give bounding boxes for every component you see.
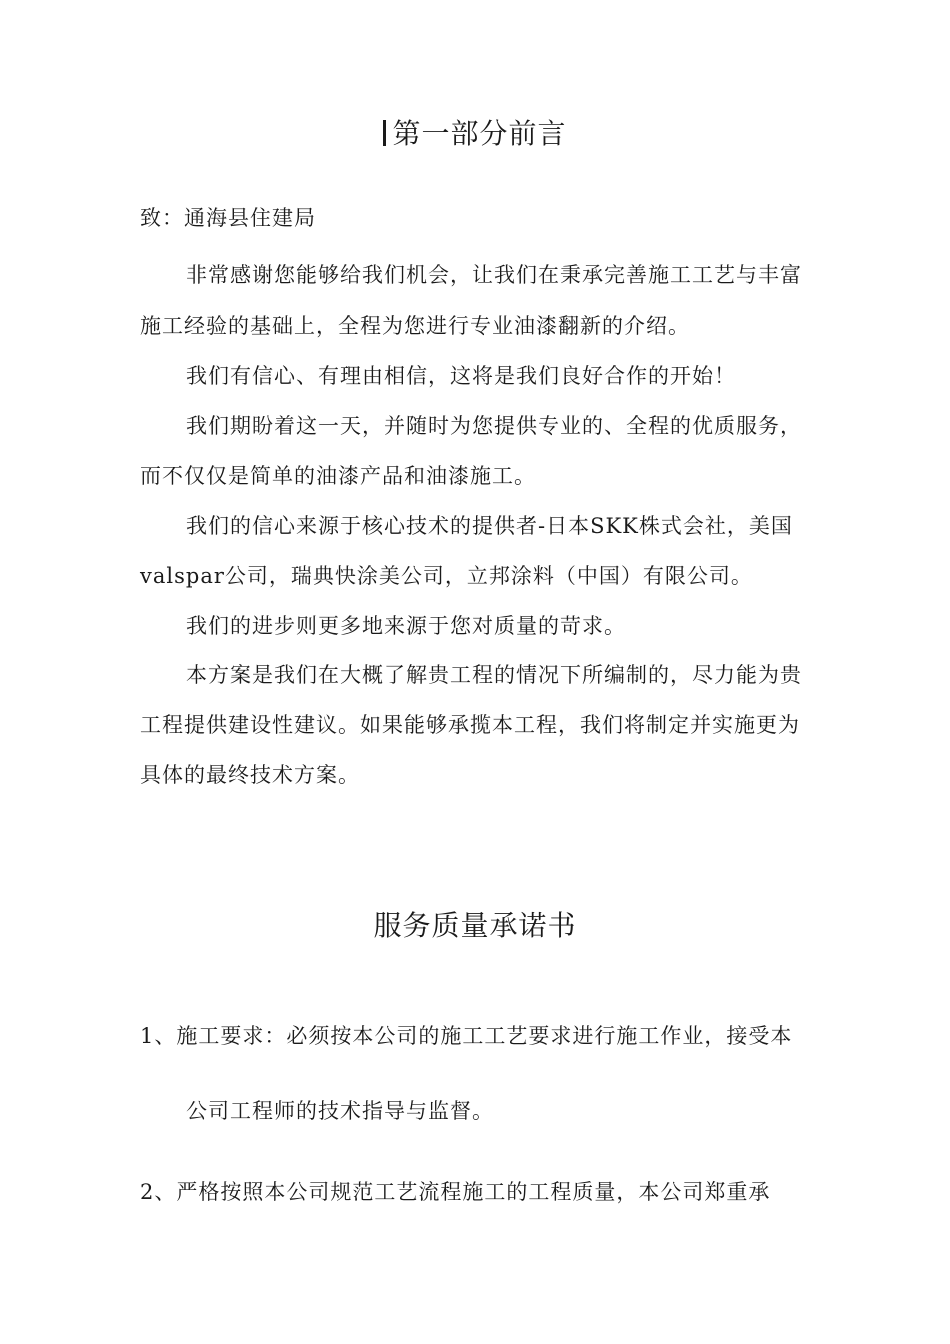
- commitment-line: 1、施工要求：必须按本公司的施工工艺要求进行施工作业，接受本: [140, 1024, 793, 1048]
- preface-line: 非常感谢您能够给我们机会，让我们在秉承完善施工工艺与丰富: [186, 263, 802, 287]
- section-title-text: 第一部分前言: [392, 117, 567, 150]
- preface-line: 我们的信心来源于核心技术的提供者-日本SKK株式会社，美国: [186, 514, 793, 538]
- preface-line: 而不仅仅是简单的油漆产品和油漆施工。: [140, 464, 536, 488]
- preface-line: 具体的最终技术方案。: [140, 763, 360, 787]
- preface-line: 施工经验的基础上，全程为您进行专业油漆翻新的介绍。: [140, 314, 690, 338]
- commitment-line: 2、严格按照本公司规范工艺流程施工的工程质量，本公司郑重承: [140, 1180, 771, 1204]
- preface-line: 我们期盼着这一天，并随时为您提供专业的、全程的优质服务，: [186, 414, 802, 438]
- preface-line: 本方案是我们在大概了解贵工程的情况下所编制的，尽力能为贵: [186, 663, 802, 687]
- commitment-title: 服务质量承诺书: [373, 909, 577, 942]
- preface-line: valspar公司，瑞典快涂美公司，立邦涂料（中国）有限公司。: [140, 564, 753, 588]
- preface-line: 我们有信心、有理由相信，这将是我们良好合作的开始！: [186, 364, 736, 388]
- preface-line: 工程提供建设性建议。如果能够承揽本工程，我们将制定并实施更为: [140, 713, 800, 737]
- addressee: 致：通海县住建局: [140, 206, 316, 230]
- section-title: [0, 114, 950, 154]
- commitment-line: 公司工程师的技术指导与监督。: [186, 1099, 494, 1123]
- title-marker: [383, 120, 386, 146]
- preface-line: 我们的进步则更多地来源于您对质量的苛求。: [186, 614, 626, 638]
